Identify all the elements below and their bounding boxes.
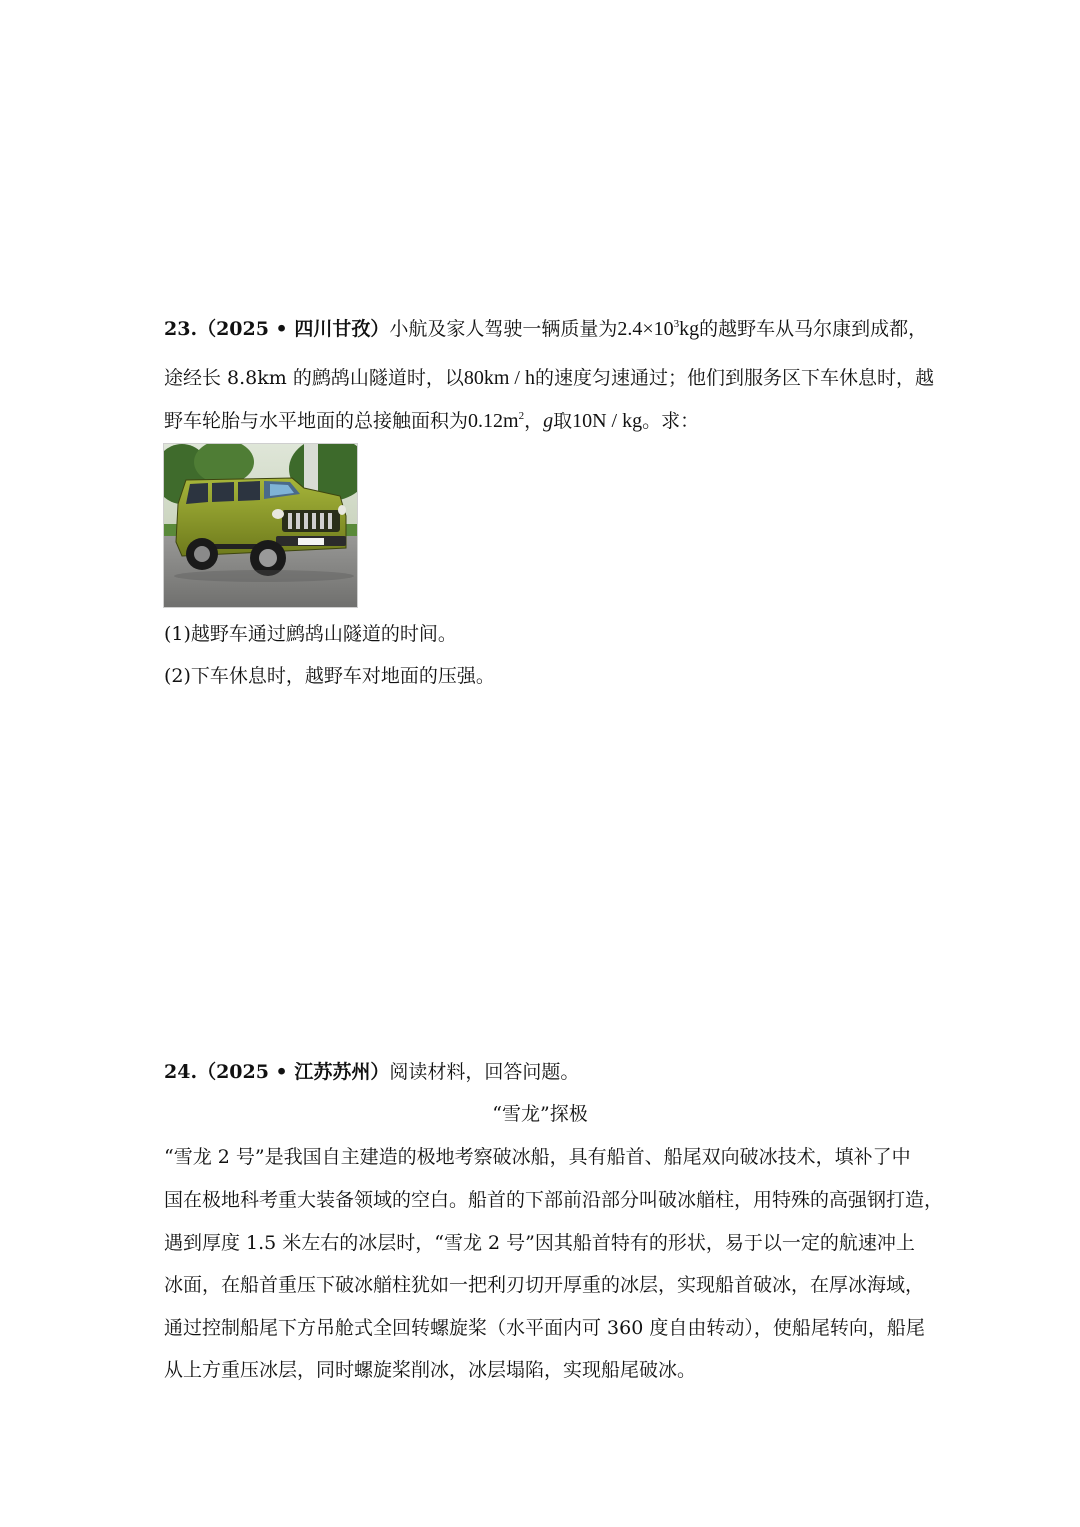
q23-g-text: 取 [553,410,573,432]
suv-photo [163,443,358,608]
q24-para-line-4: 冰面，在船首重压下破冰艏柱犹如一把利刃切开厚重的冰层，实现船首破冰，在厚冰海域， [164,1274,925,1296]
q23-separator: ， [524,410,544,432]
q23-sub-2: (2)下车休息时，越野车对地面的压强。 [164,665,495,687]
q24-para-line-6: 从上方重压冰层，同时螺旋桨削冰，冰层塌陷，实现船尾破冰。 [164,1359,697,1381]
q23-mass-exponent: 3 [673,318,680,330]
q23-mass-unit: kg [679,318,700,340]
q23-text-3-end: 。求： [642,410,700,432]
q23-source: （2025 • 四川甘孜） [197,318,390,340]
q23-number: 23. [164,318,198,340]
q23-text-3a: 野车轮胎与水平地面的总接触面积为 [164,410,469,432]
q23-text-1b: 的越野车从马尔康到成都， [699,318,928,340]
q23-line-1 [164,317,927,341]
q23-text-2a: 途经长 8.8km 的鹧鸪山隧道时，以 [164,367,464,389]
q24-para-line-1: “雪龙 2 号”是我国自主建造的极地考察破冰船，具有船首、船尾双向破冰技术，填补了中 [164,1146,911,1168]
q23-area-exponent: 2 [518,410,525,422]
q24-number: 24. [164,1061,198,1083]
q24-para-line-2: 国在极地科考重大装备领域的空白。船首的下部前沿部分叫破冰艏柱，用特殊的高强钢打造， [164,1189,944,1211]
q23-area [468,410,524,432]
q23-line-2 [164,366,934,390]
q23-g-value: 10N / kg [572,410,643,432]
q24-para-line-5: 通过控制船尾下方吊舱式全回转螺旋桨（水平面内可 360 度自由转动），使船尾转向，船尾 [164,1317,925,1339]
q24-line-1 [164,1060,579,1084]
q24-intro: 阅读材料，回答问题。 [389,1061,580,1083]
q23-mass-base: 2.4×10 [617,318,674,340]
q23-area-base: 0.12m [468,410,519,432]
q23-line-3 [164,409,699,433]
q24-para-line-3: 遇到厚度 1.5 米左右的冰层时，“雪龙 2 号”因其船首特有的形状，易于以一定的航速冲上 [164,1232,915,1254]
q24-title: “雪龙”探极 [492,1103,588,1125]
q23-speed: 80km / h [463,367,535,389]
q23-text-2b: 的速度匀速通过；他们到服务区下车休息时，越 [534,367,934,389]
q24-source: （2025 • 江苏苏州） [197,1061,390,1083]
q23-text-1a: 小航及家人驾驶一辆质量为 [389,318,618,340]
suv-illustration [164,444,358,608]
q23-sub-1: (1)越野车通过鹧鸪山隧道的时间。 [164,623,457,645]
q23-g-symbol: g [543,410,554,432]
q23-mass [617,318,699,340]
